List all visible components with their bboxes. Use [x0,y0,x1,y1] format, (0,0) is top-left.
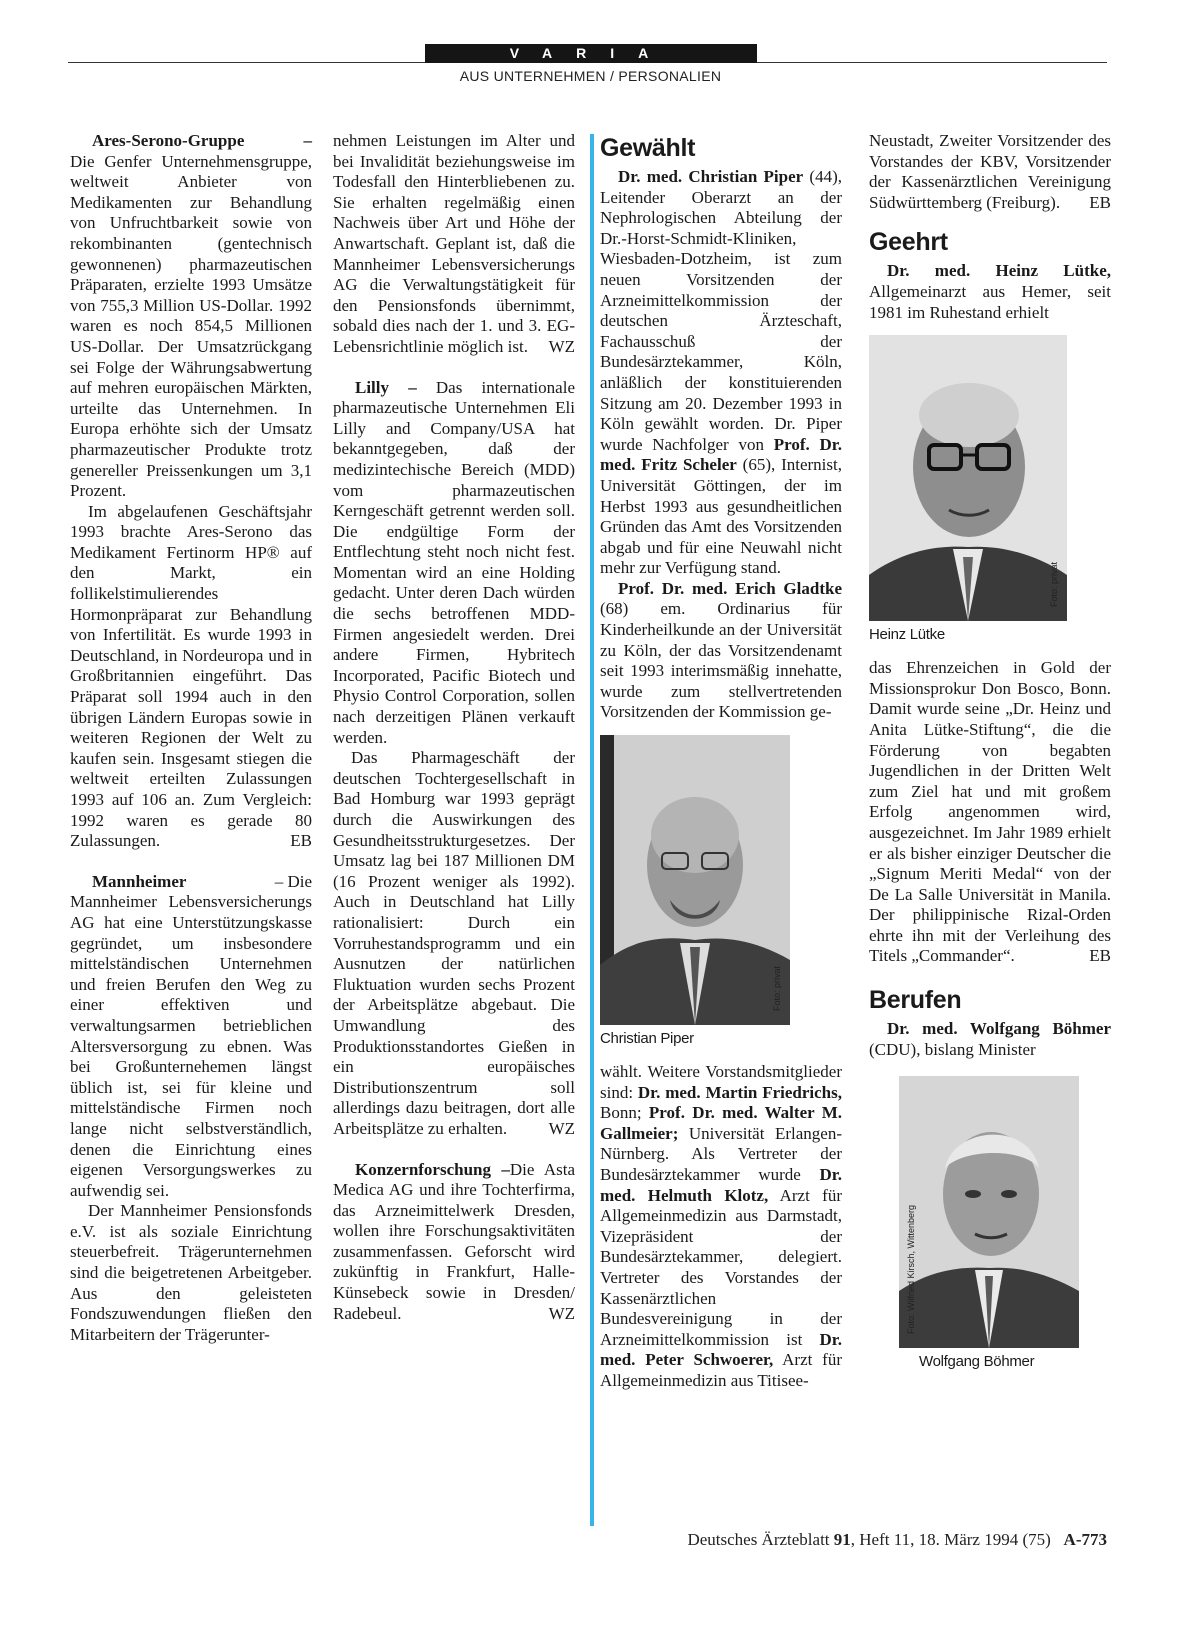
ares-paragraph-2: Im abgelaufenen Geschäftsjahr 1993 brachte Ares-Serono das Medikament Fertinorm HP® auf den Markt, ein follikelstimulierendes Hormonpräparat zur Behandlung von Infertilität. Es wurde 1993 in Deutschland, in Nordeuropa und in Großbritannien eingeführt. Das Präparat soll 1994 auch in den übrigen Ländern Europas sowie in weiteren Regionen der Welt zu kaufen sein. Insgesamt stiegen die weltweit erteilten Zulassungen 1993 auf 106 an. Zum Vergleich: 1992 waren es gerade 80 Zulassungen. EB [70,501,312,851]
mannheimer-continuation: nehmen Leistungen im Alter und bei Invalidität beziehungsweise im Todesfall den Hinterbliebenen zu. Sie erhalten regelmäßig einen Nachweis über Art und Höhe der Anwartschaft. Geplant ist, daß die Mannheimer Lebensversicherungs AG die Verwaltungstätigkeit für den Pensionsfonds übernimmt, sobald dies nach der 1. und 3. EG-Lebensrichtlinie möglich ist. WZ [333,131,575,356]
subsection-title: AUS UNTERNEHMEN / PERSONALIEN [459,68,722,84]
geehrt-paragraph-1: Dr. med. Heinz Lütke, Allgemeinarzt aus Hemer, seit 1981 im Ruhestand erhielt [869,261,1111,322]
page-footer: Deutsches Ärzteblatt 91, Heft 11, 18. März 1994 (75) A-773 [687,1530,1107,1549]
gewaehlt-paragraph-3: wählt. Weitere Vorstandsmitglieder sind: Dr. med. Martin Friedrichs, Bonn; Prof. Dr. med. Walter M. Gallmeier; Universität Erlangen-Nürnberg. Als Vertreter der Bundesärztekammer wurde Dr. med. Helmuth Klotz, Arzt für Allgemeinmedizin aus Darmstadt, Vizepräsident der Bundesärztekammer, delegiert. Vertreter des Vorstandes der Kassenärztlichen Bundesvereinigung in der Arzneimittelkommission ist Dr. med. Peter Schwoerer, Arzt für Allgemeinmedizin aus Titisee- [600,1062,843,1390]
column-1 [70,131,312,1345]
gewaehlt-continuation: Neustadt, Zweiter Vorsitzender des Vorstandes der KBV, Vorsitzender der Kassenärztlichen Vereinigung Südwürttemberg (Freiburg). EB [869,131,1111,212]
section-banner: VARIA [425,44,757,63]
heading-berufen: Berufen [869,986,962,1015]
berufen-paragraph: Dr. med. Wolfgang Böhmer (CDU), bislang Minister [869,1019,1111,1059]
column-3 [600,131,842,1392]
heading-gewaehlt: Gewählt [600,134,696,162]
article-title-lilly: Lilly [355,377,390,397]
photo-heinz-luetke [869,335,1067,621]
lilly-paragraph-2: Das Pharmageschäft der deutschen Tochtergesellschaft in Bad Homburg war 1993 geprägt durch die Auswirkungen des Gesundheitsstrukturgesetzes. Der Umsatz lag bei 187 Millionen DM (16 Prozent weniger als 1992). Auch in Deutschland hat Lilly rationalisiert: Durch ein Vorruhestandsprogramm und ein Ausnutzen der natürlichen Fluktuation wurden sechs Prozent der Arbeitsplätze abgebaut. Die Umwandlung des Produktionsstandortes Gießen in ein europäisches Distributionszentrum soll allerdings dazu beitragen, dort alle Arbeitsplätze zu erhalten. WZ [333,748,575,1138]
ares-paragraph-1: Die Genfer Unternehmensgruppe, weltweit Anbieter von Medikamenten zur Behandlung von Unfruchtbarkeit sowie von rekombinanten (gentechnisch gewonnenen) pharmazeutischen Präparaten, erzielte 1993 Umsätze von 755,3 Million US-Dollar. 1992 waren es noch 854,5 Millionen US-Dollar. Der Umsatzrückgang sei Folge der Währungsabwertung auf mehren europäischen Märkten, urteilte das Unternehmen. In Europa erhöhte sich der Umsatz pharmazeutischer Produkte trotz genereller Preissenkungen um 3,1 Prozent. [70,151,312,501]
lilly-signature: WZ [548,1118,575,1138]
konzernforschung-paragraph: Konzernforschung –Die Asta Medica AG und ihre Tochterfirma, das Arzneimittelwerk Dresden, wollen ihre Forschungsaktivitäten zusammenfassen. Geforscht wird zukünftig in Frankfurt, Halle-Künsebeck sowie in Dresden/ Radebeul. WZ [333,1159,575,1323]
photo-credit: Foto: privat [1049,562,1060,608]
article-title-ares: Ares-Serono-Gruppe – [92,131,312,150]
photo-credit: Foto: Wilfried Kirsch, Wittenberg [906,1205,916,1335]
geehrt-paragraph-2: das Ehrenzeichen in Gold der Missionsprokur Don Bosco, Bonn. Damit wurde seine „Dr. Heinz und Anita Lütke-Stiftung“, die die Förderung von begabten Jugendlichen in der Dritten Welt zum Ziel hat und mit großem Erfolg angenommen wird, ausgezeichnet. Im Jahr 1989 erhielt er als bisher einziger Deutscher die „Signum Meriti Medal“ von der De La Salle Universität in Manila. Der philippinische Rizal-Orden ehrte ihn mit der Verleihung des Titels „Commander“. EB [869,658,1111,966]
lilly-paragraph-1: Lilly – Das internationale pharmazeutische Unternehmen Eli Lilly and Company/USA hat bekanntgegeben, daß der medizintechische Bereich (MDD) vom pharmazeutischen Kerngeschäft getrennt werden soll. Die endgültige Form der Entflechtung steht noch nicht fest. Momentan wird an eine Holding gedacht. Unter deren Dach würden die sechs betroffenen MDD-Firmen angesiedelt werden. Drei andere Firmen, Hybritech Incorporated, Pacific Biotech und Physio Control Corporation, sollen nach derzeitigen Plänen verkauft werden. [333,377,575,747]
column-4 [869,131,1111,1385]
article-title-konzernforschung: Konzernforschung [355,1159,491,1179]
page-number: A-773 [1063,1530,1107,1549]
caption-heinz-luetke: Heinz Lütke [869,626,945,644]
mannheimer-paragraph-1: Mannheimer Lebensversicherungs AG hat eine Unterstützungskasse gegründet, um insbesondere mittelständischen Unternehmen und freien Berufen den Weg zu einer effektiven und verwaltungsarmen betrieblichen Altersversorgung zu ebnen. Was bei Großunternehemen längst üblich ist, sei für kleine und mittelständische Firmen noch lange nicht selbstverständlich, denen die Einrichtung eines eigenen Versorgungswerkes zu aufwendig sei. [70,892,312,1200]
mannheimer-signature: WZ [548,336,575,356]
photo-wolfgang-boehmer [899,1076,1079,1348]
ares-signature: EB [290,831,312,851]
mannheimer-paragraph-2: Der Mannheimer Pensionsfonds e.V. ist als soziale Einrichtung steuerbefreit. Trägerunternehmen sind die beigetretenen Arbeitgeber. Aus den geleisteten Fondszuwendungen fließen den Mitarbeitern der Trägerunter- [70,1201,312,1344]
gewaehlt-paragraph-1: Dr. med. Christian Piper (44), Leitender Oberarzt an der Nephrologischen Abteilung der Dr.-Horst-Schmidt-Kliniken, Wiesbaden-Dotzheim, ist zum neuen Vorsitzenden der Arzneimittelkommission der deutschen Ärzteschaft, Fachausschuß der Bundesärztekammer, Köln, anläßlich der konstituierenden Sitzung am 20. Dezember 1993 in Köln gewählt worden. Dr. Piper wurde Nachfolger von Prof. Dr. med. Fritz Scheler (65), Internist, Universität Göttingen, der im Herbst 1993 aus gesundheitlichen Gründen das Amt des Vorsitzenden abgab und für eine Neuwahl nicht mehr zur Verfügung stand. [600,167,842,578]
photo-credit: Foto: privat [772,966,783,1012]
geehrt-signature: EB [1089,946,1111,966]
gewaehlt-paragraph-2: Prof. Dr. med. Erich Gladtke (68) em. Ordinarius für Kinderheilkunde an der Universität zu Köln, der das Vorsitzendenamt seit 1993 interimsmäßig innehatte, wurde zum stellvertretenden Vorsitzenden der Kommission ge- [600,578,842,722]
konzernforschung-signature: WZ [548,1303,575,1323]
caption-christian-piper: Christian Piper [600,1030,694,1048]
photo-christian-piper [600,735,790,1025]
heading-geehrt: Geehrt [869,228,948,257]
article-title-mannheimer: Mannheimer – Die [92,871,312,891]
column-2 [333,131,575,1324]
gewaehlt-signature: EB [1089,192,1111,212]
caption-wolfgang-boehmer: Wolfgang Böhmer [919,1353,1035,1371]
accent-bar [590,134,594,1526]
